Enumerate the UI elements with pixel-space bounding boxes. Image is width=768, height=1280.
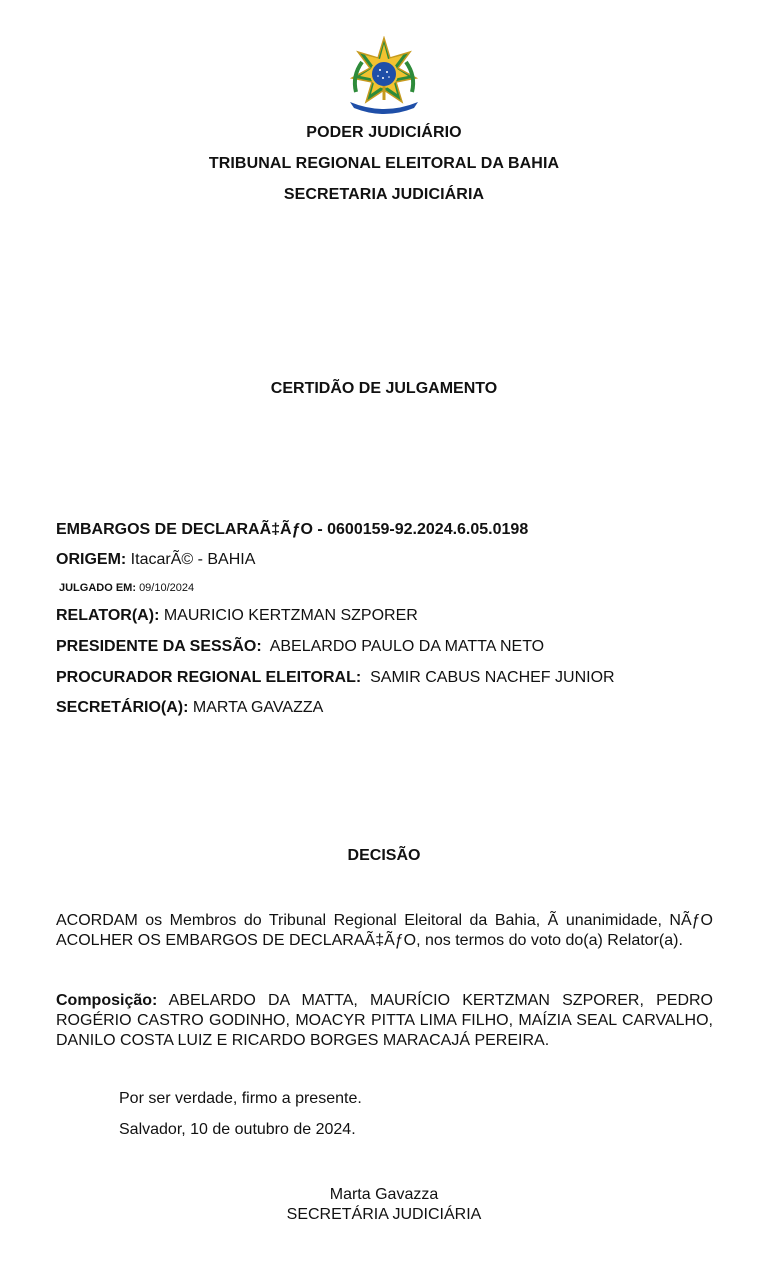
procurador-label: PROCURADOR REGIONAL ELEITORAL:	[56, 669, 362, 686]
julgado-value: 09/10/2024	[139, 582, 195, 594]
decision-text: ACORDAM os Membros do Tribunal Regional Eleitoral da Bahia, Ã unanimidade, NÃƒO ACOLHER OS EMBARGOS DE DECLARAÃ‡ÃƒO, nos termos do voto do(a) Relator(a).	[56, 912, 713, 949]
closing-line-1: Por ser verdade, firmo a presente.	[119, 1090, 362, 1107]
signature-name: Marta Gavazza	[329, 1186, 439, 1203]
composicao-label: Composição:	[56, 992, 158, 1009]
signature-role: SECRETÁRIA JUDICIÁRIA	[286, 1206, 482, 1223]
composicao-paragraph	[56, 991, 713, 1051]
relator-line	[56, 607, 736, 625]
procurador-value: SAMIR CABUS NACHEF JUNIOR	[370, 669, 615, 686]
origem-line	[56, 551, 736, 569]
relator-value: MAURICIO KERTZMAN SZPORER	[163, 607, 418, 624]
julgado-line	[59, 582, 194, 594]
presidente-value: ABELARDO PAULO DA MATTA NETO	[269, 638, 545, 655]
header-secretaria: SECRETARIA JUDICIÁRIA	[283, 186, 485, 203]
process-line	[56, 521, 736, 539]
document-title: CERTIDÃO DE JULGAMENTO	[270, 380, 498, 397]
relator-label: RELATOR(A):	[56, 607, 160, 624]
process-number: EMBARGOS DE DECLARAÃ‡ÃƒO - 0600159-92.2024.6.05.0198	[56, 521, 529, 538]
closing-line-2: Salvador, 10 de outubro de 2024.	[119, 1121, 356, 1138]
secretario-label: SECRETÁRIO(A):	[56, 699, 189, 716]
origem-value: ItacarÃ© - BAHIA	[130, 551, 256, 568]
brazil-coat-of-arms-icon	[342, 36, 426, 116]
decision-heading: DECISÃO	[347, 847, 421, 864]
secretario-line	[56, 699, 736, 717]
presidente-line	[56, 638, 736, 656]
coat-disc	[371, 61, 397, 87]
secretario-value: MARTA GAVAZZA	[192, 699, 324, 716]
header-poder-judiciario: PODER JUDICIÁRIO	[306, 124, 462, 141]
julgado-label: JULGADO EM:	[59, 582, 136, 594]
composicao-text: ABELARDO DA MATTA, MAURÍCIO KERTZMAN SZPORER, PEDRO ROGÉRIO CASTRO GODINHO, MOACYR PITTA LIMA FILHO, MAÍZIA SEAL CARVALHO, DANILO COSTA LUIZ E RICARDO BORGES MARACAJÁ PEREIRA.	[56, 992, 713, 1049]
header-tribunal: TRIBUNAL REGIONAL ELEITORAL DA BAHIA	[208, 155, 560, 172]
origem-label: ORIGEM:	[56, 551, 127, 568]
procurador-line	[56, 669, 736, 687]
coat-ribbon	[350, 102, 418, 114]
presidente-label: PRESIDENTE DA SESSÃO:	[56, 638, 262, 655]
